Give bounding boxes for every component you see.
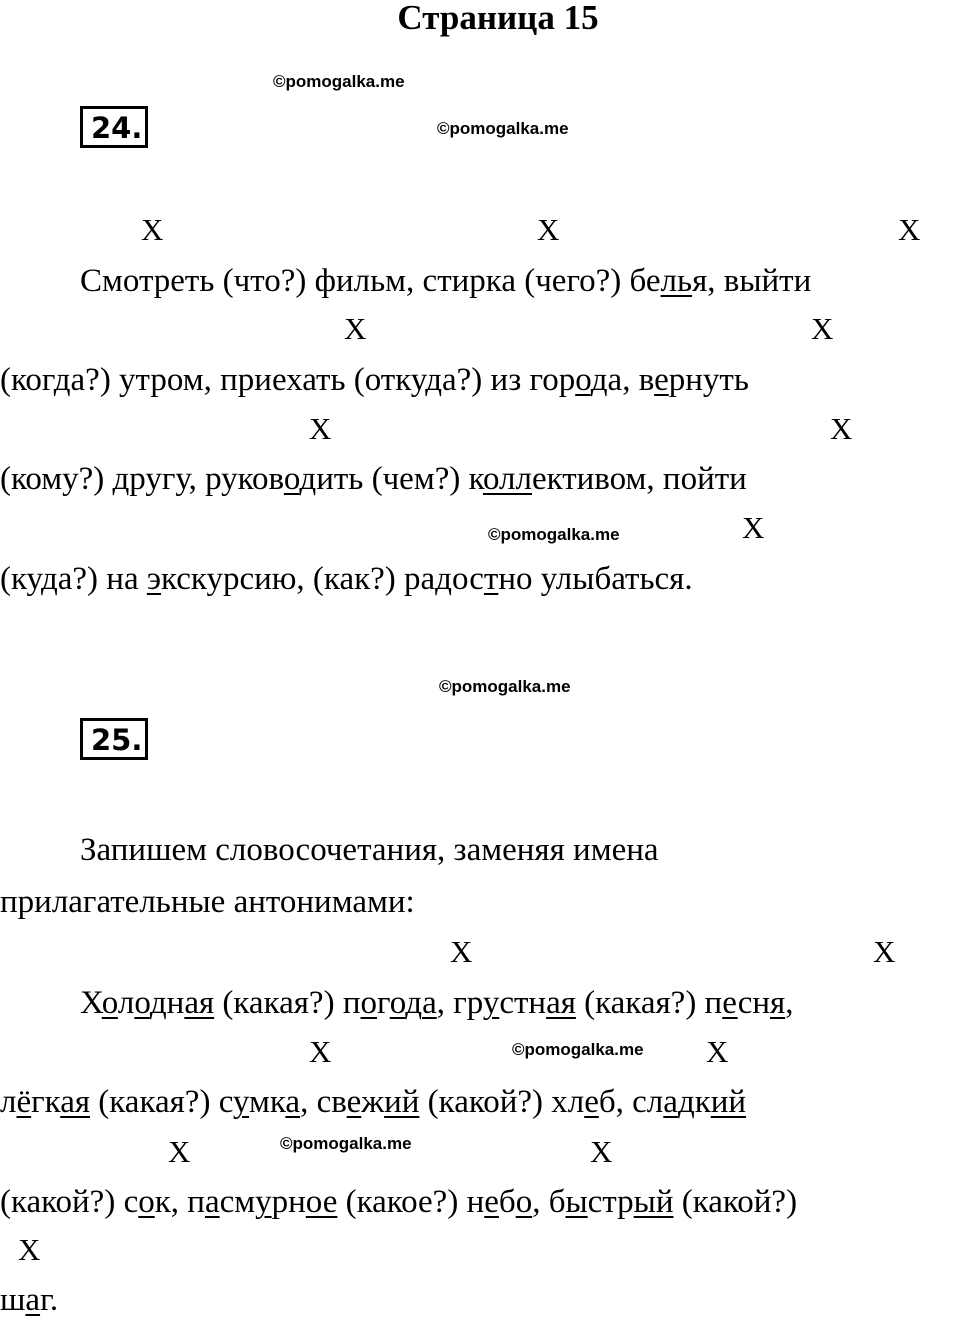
watermark: ©pomogalka.me (273, 72, 405, 91)
task25-line-3 (0, 1182, 797, 1222)
underlined-letter: о (283, 461, 300, 497)
underlined-letter: а (285, 1084, 301, 1120)
page-title: Страница 15 (397, 0, 599, 37)
underlined-letter: а (663, 1084, 678, 1120)
text-segment: (какой?) с (0, 1184, 139, 1220)
text-segment: л (117, 985, 135, 1021)
underlined-letter: ы (565, 1184, 588, 1220)
text-segment: , св (300, 1084, 347, 1120)
x-mark: X (898, 212, 921, 247)
x-mark: X (811, 311, 834, 346)
underlined-letter: а (422, 985, 437, 1021)
x-mark: X (450, 934, 473, 969)
text-segment: гк (31, 1084, 61, 1120)
x-mark: X (873, 934, 896, 969)
text-segment: (кому?) другу, руков (0, 461, 284, 497)
text-segment: дн (149, 985, 185, 1021)
x-mark: X (537, 212, 560, 247)
task24-line-3 (0, 459, 747, 499)
underlined-letter: т (483, 561, 499, 597)
underlined-letter: а (25, 1282, 41, 1318)
text-segment: , б (532, 1184, 566, 1220)
underlined-letter: ый (633, 1184, 674, 1220)
underlined-letter: е (484, 1184, 499, 1220)
text-segment: рнуть (668, 362, 749, 398)
text-segment: л (0, 1084, 17, 1120)
underlined-letter: э (146, 561, 162, 597)
x-mark: X (344, 311, 367, 346)
underlined-letter: ая (546, 985, 576, 1021)
text-segment: но улыбаться. (498, 561, 693, 597)
text-segment: да, в (590, 362, 655, 398)
underlined-letter: ая (184, 985, 215, 1021)
text-segment: Х (80, 985, 102, 1021)
underlined-letter: я (770, 985, 786, 1021)
watermark: ©pomogalka.me (280, 1134, 412, 1153)
x-mark: X (742, 510, 765, 545)
text-segment: кскурсию, (как?) радос (161, 561, 484, 597)
text-segment: (какой?) хл (419, 1084, 585, 1120)
text-segment: г (376, 985, 390, 1021)
underlined-letter: о (575, 362, 591, 398)
text-segment: я, выйти (692, 263, 812, 299)
task24-line-4 (0, 559, 693, 599)
x-mark: X (590, 1134, 613, 1169)
x-mark: X (141, 212, 164, 247)
underlined-letter: л (660, 263, 678, 299)
text-segment: б (498, 1184, 516, 1220)
text-segment: д (405, 985, 423, 1021)
text-segment: дк (677, 1084, 711, 1120)
text-segment: стр (587, 1184, 634, 1220)
task-number-25: 25. (80, 718, 148, 760)
underlined-letter: е (654, 362, 669, 398)
text-segment: (какая?) п (575, 985, 723, 1021)
x-mark: X (706, 1034, 729, 1069)
watermark: ©pomogalka.me (437, 119, 569, 138)
task24-line-1 (80, 261, 811, 301)
text-segment: (когда?) утром, приехать (откуда?) из гор (0, 362, 576, 398)
underlined-letter: у (232, 1084, 249, 1120)
underlined-letter: е (722, 985, 738, 1021)
task25-intro-2: прилагательные антонимами: (0, 884, 415, 920)
text-segment: (куда?) на (0, 561, 147, 597)
text-segment: , (785, 985, 794, 1021)
underlined-letter: ь (677, 263, 693, 299)
text-segment: Смотреть (что?) фильм, стирка (чего?) бе (80, 263, 661, 299)
underlined-letter: о (101, 985, 118, 1021)
text-segment: мк (249, 1084, 286, 1120)
task25-line-4 (0, 1280, 58, 1320)
x-mark: X (309, 411, 332, 446)
text-segment: ективом, пойти (531, 461, 747, 497)
task-number-24: 24. (80, 106, 148, 148)
underlined-letter: а (204, 1184, 220, 1220)
underlined-letter: ё (16, 1084, 32, 1120)
text-segment: (какая?) с (90, 1084, 233, 1120)
underlined-letter: ий (384, 1084, 420, 1120)
underlined-letter: ий (710, 1084, 747, 1120)
underlined-letter: о (515, 1184, 533, 1220)
text-segment: (какое?) н (337, 1184, 485, 1220)
text-segment: ш (0, 1282, 26, 1318)
text-segment: г. (40, 1282, 59, 1318)
text-segment: сн (737, 985, 770, 1021)
underlined-letter: у (255, 1184, 272, 1220)
watermark: ©pomogalka.me (512, 1040, 644, 1059)
text-segment: ж (361, 1084, 385, 1120)
underlined-letter: о (360, 985, 377, 1021)
text-segment: рн (271, 1184, 306, 1220)
underlined-letter: о (138, 1184, 155, 1220)
text-segment: , гр (436, 985, 483, 1021)
task25-line-2 (0, 1082, 746, 1122)
underlined-letter: о (134, 985, 150, 1021)
text-segment: к, п (154, 1184, 205, 1220)
underlined-letter: олл (482, 461, 532, 497)
task24-line-2 (0, 360, 749, 400)
watermark: ©pomogalka.me (439, 677, 571, 696)
watermark: ©pomogalka.me (488, 525, 620, 544)
task25-intro-1: Запишем словосочетания, заменяя имена (80, 832, 659, 868)
text-segment: б, сл (598, 1084, 664, 1120)
task25-line-1 (80, 983, 793, 1023)
underlined-letter: ая (60, 1084, 91, 1120)
underlined-letter: е (346, 1084, 362, 1120)
text-segment: (какой?) (673, 1184, 798, 1220)
text-segment: (какая?) п (214, 985, 361, 1021)
underlined-letter: ое (305, 1184, 338, 1220)
text-segment: дить (чем?) к (299, 461, 483, 497)
text-segment: стн (499, 985, 547, 1021)
underlined-letter: у (482, 985, 500, 1021)
text-segment: см (219, 1184, 256, 1220)
x-mark: X (309, 1034, 332, 1069)
x-mark: X (830, 411, 853, 446)
underlined-letter: о (389, 985, 406, 1021)
x-mark: X (18, 1232, 41, 1267)
x-mark: X (168, 1134, 191, 1169)
underlined-letter: е (584, 1084, 599, 1120)
